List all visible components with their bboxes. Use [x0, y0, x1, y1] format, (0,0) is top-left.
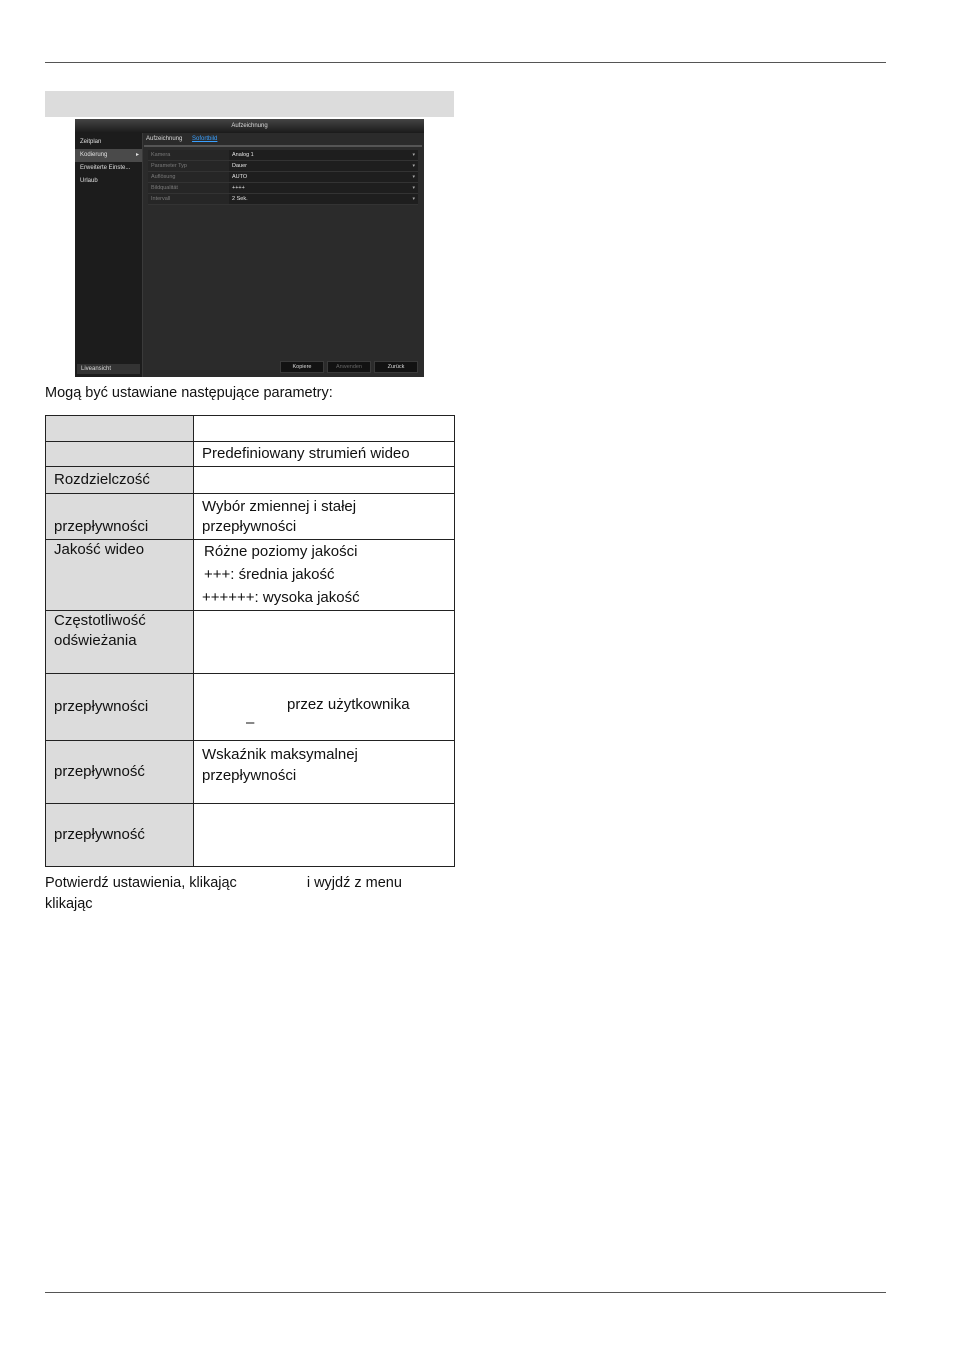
table-cell: Predefiniowany strumień wideo [194, 442, 455, 467]
dvr-sidebar-item-erweiterte[interactable]: Erweiterte Einste... [80, 165, 131, 171]
table-cell [194, 804, 455, 867]
table-cell [194, 674, 455, 741]
dvr-field-row [148, 172, 418, 183]
table-cell [194, 467, 455, 494]
dvr-sidebar-item-urlaub[interactable]: Urlaub [80, 178, 98, 184]
table-row [46, 494, 455, 540]
dvr-sidebar-item-zeitplan[interactable]: Zeitplan [80, 139, 102, 145]
dvr-field-row [148, 183, 418, 194]
cell-line: Częstotliwość [54, 612, 146, 629]
table-row [46, 467, 455, 494]
cell-line: – [246, 714, 255, 731]
cell-line: +++: średnia jakość [204, 566, 335, 583]
table-cell: przepływność [46, 804, 194, 867]
table-cell [194, 416, 455, 442]
table-cell: Rozdzielczość [46, 467, 194, 494]
bottom-rule [45, 1292, 886, 1293]
dvr-copy-button[interactable]: Kopiere [280, 361, 324, 373]
table-cell [46, 416, 194, 442]
footer-text-part: Potwierdź ustawienia, klikając [45, 875, 237, 891]
dvr-field-label: Parameter Typ [148, 161, 229, 171]
table-cell: przepływności [46, 494, 194, 540]
table-cell: przepływność [46, 741, 194, 804]
table-cell [46, 611, 194, 674]
parameter-table [45, 415, 455, 867]
dvr-field-label: Bildqualität [148, 183, 229, 193]
dvr-apply-button[interactable]: Anwenden [327, 361, 371, 373]
dvr-tab-sofortbild[interactable]: Sofortbild [192, 136, 218, 142]
footer-text-part: i wyjdź z menu [306, 875, 402, 891]
dvr-tab-divider [144, 145, 422, 147]
dvr-field-row [148, 150, 418, 161]
section-heading-bar [45, 91, 454, 117]
top-rule [45, 62, 886, 63]
table-row [46, 804, 455, 867]
table-cell [194, 494, 455, 540]
dvr-sidebar [75, 133, 143, 377]
table-cell [194, 741, 455, 804]
table-row [46, 540, 455, 611]
dvr-back-button[interactable]: Zurück [374, 361, 418, 373]
intro-text: Mogą być ustawiane następujące parametry: [45, 385, 333, 401]
cell-line: przepływności [202, 518, 297, 535]
table-row [46, 741, 455, 804]
dvr-live-view-button[interactable]: Liveansicht [77, 364, 140, 374]
cell-line: Wskaźnik maksymalnej [202, 746, 358, 763]
dvr-sidebar-item-kodierung[interactable]: Kodierung ▸ [75, 149, 142, 162]
table-cell: Jakość wideo [46, 540, 194, 611]
cell-line: odświeżania [54, 632, 137, 649]
dvr-field-list [148, 150, 418, 205]
dvr-screenshot [75, 119, 424, 377]
table-row [46, 674, 455, 741]
dvr-field-row [148, 161, 418, 172]
footer-paragraph [45, 873, 454, 915]
table-cell: przepływności [46, 674, 194, 741]
dvr-parameter-type-select[interactable]: Dauer ▾ [229, 161, 418, 171]
dvr-field-row [148, 194, 418, 205]
cell-line: przepływności [202, 767, 297, 784]
dvr-tabs [144, 133, 422, 145]
cell-line: przez użytkownika [287, 696, 410, 713]
dvr-field-label: Intervall [148, 194, 229, 204]
cell-line: Różne poziomy jakości [204, 543, 358, 560]
cell-line: ++++++: wysoka jakość [202, 589, 360, 606]
cell-line: Wybór zmiennej i stałej [202, 498, 357, 515]
dvr-interval-select[interactable]: 2 Sek. ▾ [229, 194, 418, 204]
dvr-resolution-select[interactable]: AUTO ▾ [229, 172, 418, 182]
dvr-field-label: Kamera [148, 150, 229, 160]
table-cell [46, 442, 194, 467]
dvr-window-title: Aufzeichnung [75, 119, 424, 133]
dvr-button-bar [280, 361, 418, 373]
dvr-tab-aufzeichnung[interactable]: Aufzeichnung [146, 136, 183, 142]
table-row [46, 416, 455, 442]
table-row [46, 442, 455, 467]
dvr-main-panel [144, 133, 422, 377]
table-row [46, 611, 455, 674]
table-cell [194, 540, 455, 611]
dvr-field-label: Auflösung [148, 172, 229, 182]
footer-text-part: klikając [45, 896, 93, 912]
dvr-camera-select[interactable]: Analog 1 ▾ [229, 150, 418, 160]
dvr-quality-select[interactable]: ++++ ▾ [229, 183, 418, 193]
table-cell [194, 611, 455, 674]
